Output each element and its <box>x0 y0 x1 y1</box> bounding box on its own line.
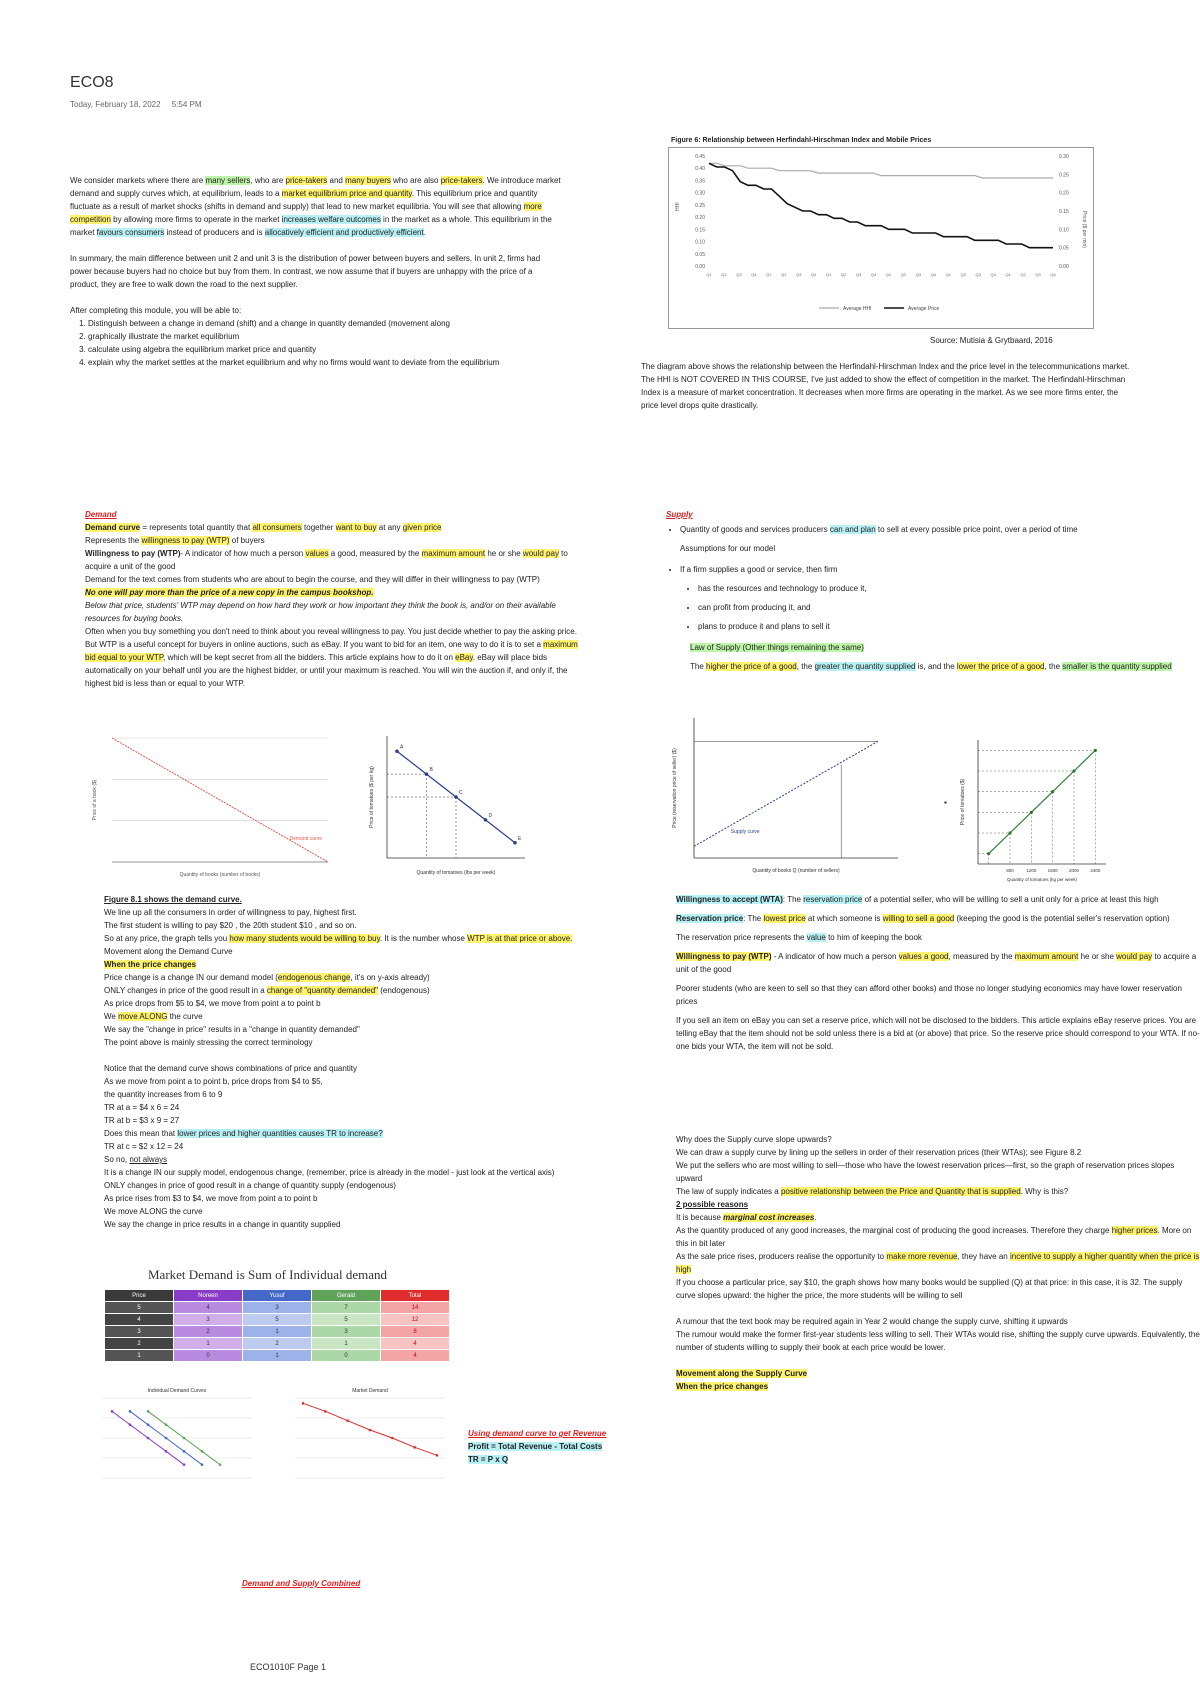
note-line: Reservation price: The lowest price at which someone is willing to sell a good (keeping the good is the potential seller's reservation option) <box>676 914 1170 923</box>
note-line: The rumour would make the former first-year students less willing to sell. Their WTAs would rise, shifting the supply curve upwards. Equivalently, the number of students willing to supply their book at each price would be lower. <box>676 1330 1200 1352</box>
x-tick-label: Q1 <box>766 272 772 277</box>
x-tick-label: Q2 <box>840 272 847 277</box>
left-tick-label: 0.00 <box>695 264 705 270</box>
series-line-average-hhi <box>709 163 1053 178</box>
note-line: If you sell an item on eBay you can set a reserve price, which will not be disclosed to the bidders. This article explains eBay reserve prices. You are telling eBay that the item should not be sold unless there is a bid at (or above) that price. So the reserve price should correspond to your WTA. If no-one bids your WTA, the item will not be sold. <box>676 1016 1200 1051</box>
x-tick-label: Q3 <box>1035 272 1041 277</box>
data-point <box>219 1463 222 1466</box>
x-axis-label: Quantity of tomatoes (kg per week) <box>1006 877 1078 882</box>
legend-label-hhi: Average HHI <box>843 306 872 312</box>
data-point <box>395 749 399 753</box>
demand-line: Demand for the text comes from students who are about to begin the course, and they will differ in their willingness to pay (WTP) <box>85 575 540 584</box>
data-point <box>129 1410 132 1413</box>
supply-heading: Supply <box>666 510 693 519</box>
x-axis-label: Quantity of books Q (number of sellers) <box>752 868 840 874</box>
data-point <box>147 1423 150 1426</box>
x-tick-label: Q1 <box>885 272 892 277</box>
right-axis-label: Price ($ per min) <box>1081 211 1087 248</box>
note-line: The point above is mainly stressing the correct terminology <box>104 1038 313 1047</box>
demand-line: Willingness to pay (WTP)- A indicator of how much a person values a good, measured by the maximum amount he or she would pay to acquire a unit of the good <box>85 549 568 571</box>
right-tick-label: 0.15 <box>1059 209 1069 215</box>
x-tick-label: Q1 <box>825 272 832 277</box>
x-tick-label: Q2 <box>1020 272 1026 277</box>
objectives-list <box>70 317 562 369</box>
demand-line: Demand curve = represents total quantity that all consumers together want to buy at any given price <box>85 523 442 532</box>
demand-line: Often when you buy something you don't need to think about you reveal willingness to pay. You just decide whether to pay the asking price. But WTP is a useful concept for buyers in online auctions, such as eBay. If you want to bid for an item, one way to do it is to set a maximum bid equal to your WTP, which will be kept secret from all the bidders. This article explains how to do it on eBay. eBay will place bids automatically on your behalf until you are the highest bidder, or until your maximum is reached. You will win the auction if, and only if, the highest bid is less than or equal to your WTP. <box>85 627 578 688</box>
x-tick-label: 800 <box>1006 868 1014 873</box>
list-item: 3. calculate using algebra the equilibrium market price and quantity <box>88 343 562 356</box>
law-of-supply-text: The higher the price of a good, the greater the quantity supplied is, and the lower the price of a good, the smaller is the quantity supplied <box>690 662 1172 671</box>
list-item: • has the resources and technology to produce it, <box>698 582 1198 595</box>
data-point <box>111 1410 114 1413</box>
data-point <box>183 1450 186 1453</box>
note-line: Movement along the Supply Curve <box>676 1369 808 1378</box>
note-line: We move ALONG the curve <box>104 1207 203 1216</box>
right-tick-label: 0.10 <box>1059 227 1069 234</box>
note-line: We move ALONG the curve <box>104 1012 203 1021</box>
data-point <box>165 1437 168 1440</box>
data-point <box>302 1402 305 1405</box>
data-point <box>369 1429 372 1432</box>
note-line: Price change is a change IN our demand model (endogenous change, it's on y-axis already) <box>104 973 430 982</box>
demand-line: Represents the willingness to pay (WTP) of buyers <box>85 536 265 545</box>
note-line: So at any price, the graph tells you how many students would be willing to buy. It is the number whose WTP is at that price or above. <box>104 934 573 943</box>
note-line: TR at b = $3 x 9 = 27 <box>104 1116 180 1125</box>
revenue-block <box>468 1427 668 1466</box>
data-point <box>147 1437 150 1440</box>
header-price: Price <box>105 1290 174 1302</box>
note-line: TR at c = $2 x 12 = 24 <box>104 1142 184 1151</box>
page-date: Today, February 18, 2022 5:54 PM <box>70 100 202 109</box>
note-line: So no, not always <box>104 1155 168 1164</box>
y-axis-label: Price of a book ($) <box>92 779 98 821</box>
note-line: Willingness to pay (WTP) - A indicator of how much a person values a good, measured by the maximum amount he or she would pay to acquire a unit of the good <box>676 952 1197 974</box>
data-point <box>436 1454 439 1457</box>
note-line: The law of supply indicates a positive relationship between the Price and Quantity that is supplied. Why is this? <box>676 1187 1069 1196</box>
point-label: A <box>400 744 404 751</box>
note-line <box>676 1354 1200 1367</box>
x-tick-label: Q1 <box>945 272 951 277</box>
note-line: 2 possible reasons <box>676 1200 749 1209</box>
left-tick-label: 0.45 <box>695 154 705 160</box>
note-line: Movement along the Demand Curve <box>104 947 233 956</box>
header-noreen: Noreen <box>174 1290 243 1302</box>
x-tick-label: Q1 <box>1005 272 1011 277</box>
data-point <box>324 1410 327 1413</box>
legend-label-price: Average Price <box>908 306 940 312</box>
supply-curve <box>694 741 878 846</box>
data-point <box>165 1450 168 1453</box>
demand-chart-books <box>88 730 348 880</box>
x-tick-label: Q2 <box>721 272 727 277</box>
data-point <box>183 1437 186 1440</box>
supply-chart-tomatoes <box>956 734 1116 894</box>
note-line: Poorer students (who are keen to sell so that they can afford other books) and those no longer studying economics may have lower reservation prices <box>676 984 1182 1006</box>
intro-paragraph-3: After completing this module, you will be able to: <box>70 306 242 315</box>
hhi-explanation: The diagram above shows the relationship between the Herfindahl-Hirschman Index and the price level in the telecommunications market. The HHI is NOT COVERED IN THIS COURSE, I've just added to show the effect of competition in the market. The Herfindahl-Hirschman Index is a measure of market concentration. It decreases when more firms are operating in the market. As we see more firms enter, the price level drops quite drastically. <box>641 362 1130 410</box>
note-line: As price rises from $3 to $4, we move from point a to point b <box>104 1194 318 1203</box>
chart-title: Individual Demand Curves <box>147 1388 207 1394</box>
intro-paragraph-1: We consider markets where there are many sellers, who are price-takers and many buyers who are also price-takers. We introduce market demand and supply curves which, at equilibrium, leads to a market equilibrium price and quantity. This equilibrium price and quantity fluctuate as a result of market shocks (shifts in demand and supply) that lead to new market equilibria. You will see that allowing more competition by allowing more firms to operate in the market increases welfare outcomes in the market as a whole. This equilibrium in the market favours consumers instead of producers and is allocatively efficient and productively efficient. <box>70 176 561 237</box>
note-line: ONLY changes in price of good result in a change of quantity supply (endogenous) <box>104 1181 396 1190</box>
note-line: The reservation price represents the value to him of keeping the book <box>676 933 922 942</box>
supply-list <box>666 523 1198 633</box>
note-line: As the sale price rises, producers realise the opportunity to make more revenue, they have an incentive to supply a higher quantity when the price is high <box>676 1252 1200 1274</box>
note-line: We line up all the consumers in order of willingness to pay, highest first. <box>104 908 357 917</box>
note-line: We say the change in price results in a change in quantity supplied <box>104 1220 341 1229</box>
note-line: A rumour that the text book may be required again in Year 2 would change the supply curve, shifting it upwards <box>676 1317 1068 1326</box>
left-tick-label: 0.25 <box>695 202 705 209</box>
note-line: ONLY changes in price of the good result in a change of "quantity demanded" (endogenous) <box>104 986 430 995</box>
x-axis-label: Quantity of books (number of books) <box>179 872 261 878</box>
right-tick-label: 0.30 <box>1059 154 1069 160</box>
note-line: the quantity increases from 6 to 9 <box>104 1090 223 1099</box>
note-line: If you choose a particular price, say $10, the graph shows how many books would be supplied (Q) at that price: in this case, it is 32. The supply curve slopes upward: the higher the price, the more students will be willing to sell <box>676 1278 1183 1300</box>
left-tick-label: 0.15 <box>695 227 705 234</box>
x-tick-label: Q4 <box>1050 272 1056 277</box>
supply-notes <box>676 893 1200 1053</box>
note-line: When the price changes <box>676 1382 769 1391</box>
table-row: 5 4 3 7 14 <box>105 1302 450 1314</box>
data-point <box>165 1423 168 1426</box>
right-tick-label: 0.05 <box>1059 245 1069 252</box>
page-footer: ECO1010F Page 1 <box>250 1662 327 1672</box>
x-tick-label: Q4 <box>751 272 757 277</box>
x-tick-label: 1600 <box>1047 868 1058 873</box>
x-tick-label: Q2 <box>900 272 907 277</box>
note-line: Notice that the demand curve shows combinations of price and quantity <box>104 1064 358 1073</box>
law-of-supply-title: Law of Supply (Other things remaining the same) <box>690 643 864 652</box>
hhi-chart-svg <box>669 148 1093 328</box>
chart-title: Market Demand <box>352 1388 388 1394</box>
bullet-dot: ▪ <box>944 798 947 807</box>
point-label: D <box>488 812 493 819</box>
combined-heading: Demand and Supply Combined <box>242 1579 361 1588</box>
x-tick-label: 2400 <box>1090 868 1101 873</box>
note-line: Does this mean that lower prices and higher quantities causes TR to increase? <box>104 1129 383 1138</box>
left-tick-label: 0.20 <box>695 215 705 222</box>
x-tick-label: 1200 <box>1026 868 1037 873</box>
data-point <box>413 1446 416 1449</box>
note-line <box>676 1302 1200 1315</box>
point-label: B <box>429 767 433 774</box>
x-tick-label: Q4 <box>930 272 937 277</box>
left-tick-label: 0.35 <box>695 178 705 185</box>
curve-label: Supply curve <box>730 828 760 835</box>
curve-label: Demand curve <box>289 836 322 842</box>
hhi-source: Source: Mutisia & Grytbaard, 2016 <box>930 336 1053 345</box>
left-tick-label: 0.10 <box>695 239 705 246</box>
supply-slope-notes <box>676 1133 1200 1393</box>
demand-block <box>85 508 585 690</box>
x-tick-label: Q3 <box>796 272 802 277</box>
demand-chart-tomatoes <box>365 730 545 880</box>
list-item: 2. graphically illustrate the market equilibrium <box>88 330 562 343</box>
header-gerald: Gerald <box>312 1290 381 1302</box>
x-tick-label: Q2 <box>960 272 966 277</box>
market-demand-title: Market Demand is Sum of Individual demand <box>148 1267 388 1282</box>
supply-block <box>666 508 1198 673</box>
note-line: It is a change IN our supply model, endogenous change, (remember, price is already in the model - just look at the vertical axis) <box>104 1168 555 1177</box>
x-tick-label: Q4 <box>811 272 817 277</box>
x-tick-label: Q2 <box>781 272 787 277</box>
table-row: 4 3 5 5 12 <box>105 1314 450 1326</box>
x-axis-label: Quantity of tomatoes (lbs per week) <box>416 870 496 876</box>
list-item: • Quantity of goods and services producers can and plan to sell at every possible price point, over a period of time Assumptions for our model <box>680 523 1198 555</box>
table-row: 1 0 1 0 4 <box>105 1350 450 1362</box>
market-demand-chart <box>285 1384 455 1484</box>
market-demand-table <box>104 1289 450 1362</box>
demand-line: Below that price, students' WTP may depend on how hard they work or how important they think the book is, and/or on their available resources for buying books. <box>85 601 556 623</box>
x-tick-label: Q4 <box>990 272 996 277</box>
list-item: 1. Distinguish between a change in demand (shift) and a change in quantity demanded (movement along <box>88 317 562 330</box>
note-line: As the quantity produced of any good increases, the marginal cost of producing the good increases. Therefore they charge higher prices. More on this in bit later <box>676 1226 1192 1248</box>
point-label: C <box>459 790 463 796</box>
note-line: The first student is willing to pay $20 , the 20th student $10 , and so on. <box>104 921 357 930</box>
header-yusuf: Yusuf <box>243 1290 312 1302</box>
right-tick-label: 0.00 <box>1059 264 1069 270</box>
data-point <box>201 1463 204 1466</box>
note-line: Willingness to accept (WTA): The reservation price of a potential seller, who will be willing to sell a unit only for a price at least this high <box>676 895 1159 904</box>
note-line <box>104 1049 604 1062</box>
note-line: When the price changes <box>104 960 197 969</box>
x-tick-label: Q3 <box>915 272 922 277</box>
demand-notes <box>104 893 604 1231</box>
right-tick-label: 0.20 <box>1059 190 1069 197</box>
hhi-chart <box>668 137 1094 329</box>
profit-formula: Profit = Total Revenue - Total Costs <box>468 1442 603 1451</box>
demand-curve <box>112 738 328 862</box>
supply-chart-books <box>668 712 908 882</box>
list-item: 4. explain why the market settles at the market equilibrium and why no firms would want to deviate from the equilibrium <box>88 356 562 369</box>
x-tick-label: Q3 <box>975 272 981 277</box>
x-tick-label: Q3 <box>736 272 742 277</box>
left-tick-label: 0.40 <box>695 166 705 173</box>
data-point <box>147 1410 150 1413</box>
note-line: We put the sellers who are most willing to sell—those who have the lowest reservation prices—first, so the graph of reservation prices slopes upward <box>676 1161 1175 1183</box>
note-line: As price drops from $5 to $4, we move from point a to point b <box>104 999 321 1008</box>
y-axis-label: Price of tomatoes ($ per kg) <box>369 766 375 828</box>
demand-line: No one will pay more than the price of a new copy in the campus bookshop. <box>85 588 374 597</box>
figure-heading: Figure 8.1 shows the demand curve. <box>104 895 242 904</box>
list-item: • plans to produce it and plans to sell it <box>698 620 1198 633</box>
note-line: TR at a = $4 x 6 = 24 <box>104 1103 180 1112</box>
data-point <box>513 841 517 845</box>
right-tick-label: 0.25 <box>1059 172 1069 179</box>
tr-formula: TR = P x Q <box>468 1455 509 1464</box>
list-item: • can profit from producing it, and <box>698 601 1198 614</box>
table-row: 3 2 1 3 8 <box>105 1326 450 1338</box>
intro-paragraph-2: In summary, the main difference between unit 2 and unit 3 is the distribution of power between buyers and sellers. In unit 2, firms had power because buyers had no choice but buy from them. In contrast, we now assume that if buyers are unhappy with the price of a product, they are free to walk down the road to the next supplier. <box>70 254 541 289</box>
x-tick-label: Q4 <box>870 272 877 277</box>
page-title: ECO8 <box>70 74 114 91</box>
y-axis-label: Price of tomatoes ($) <box>960 778 966 826</box>
data-point <box>183 1463 186 1466</box>
individual-demand-chart <box>92 1384 262 1484</box>
x-tick-label: 2000 <box>1068 868 1080 873</box>
note-line: As we move from point a to point b, price drops from $4 to $5, <box>104 1077 323 1086</box>
header-total: Total <box>381 1290 450 1302</box>
hhi-chart-title: Figure 6: Relationship between Herfindahl-Hirschman Index and Mobile Prices <box>671 137 932 144</box>
table-row: 2 1 2 1 4 <box>105 1338 450 1350</box>
data-point <box>129 1423 132 1426</box>
x-tick-label: Q3 <box>855 272 862 277</box>
data-point <box>201 1450 204 1453</box>
data-point <box>346 1419 349 1422</box>
supply-sublist <box>680 582 1198 633</box>
intro-block <box>70 174 562 369</box>
note-line: It is because marginal cost increases. <box>676 1213 817 1222</box>
left-axis-label: HHI <box>675 202 681 211</box>
data-point <box>391 1437 394 1440</box>
revenue-heading: Using demand curve to get Revenue <box>468 1429 607 1438</box>
note-line: Why does the Supply curve slope upwards? <box>676 1135 832 1144</box>
note-line: We say the "change in price" results in a "change in quantity demanded" <box>104 1025 360 1034</box>
supply-line <box>989 750 1096 853</box>
point-label: E <box>518 835 522 842</box>
note-line: We can draw a supply curve by lining up the sellers in order of their reservation prices (their WTAs); see Figure 8.2 <box>676 1148 1082 1157</box>
y-axis-label: Price (reservation price of seller) ($) <box>672 748 678 828</box>
table-header-row <box>105 1290 450 1302</box>
left-tick-label: 0.30 <box>695 190 705 197</box>
demand-heading: Demand <box>85 510 117 519</box>
list-item: • If a firm supplies a good or service, then firm • has the resources and technology to produce it, • can profit from producing it, and • plans to produce it and plans to sell it <box>680 563 1198 633</box>
data-point <box>484 818 488 822</box>
left-tick-label: 0.05 <box>695 251 705 258</box>
x-tick-label: Q1 <box>706 272 712 277</box>
